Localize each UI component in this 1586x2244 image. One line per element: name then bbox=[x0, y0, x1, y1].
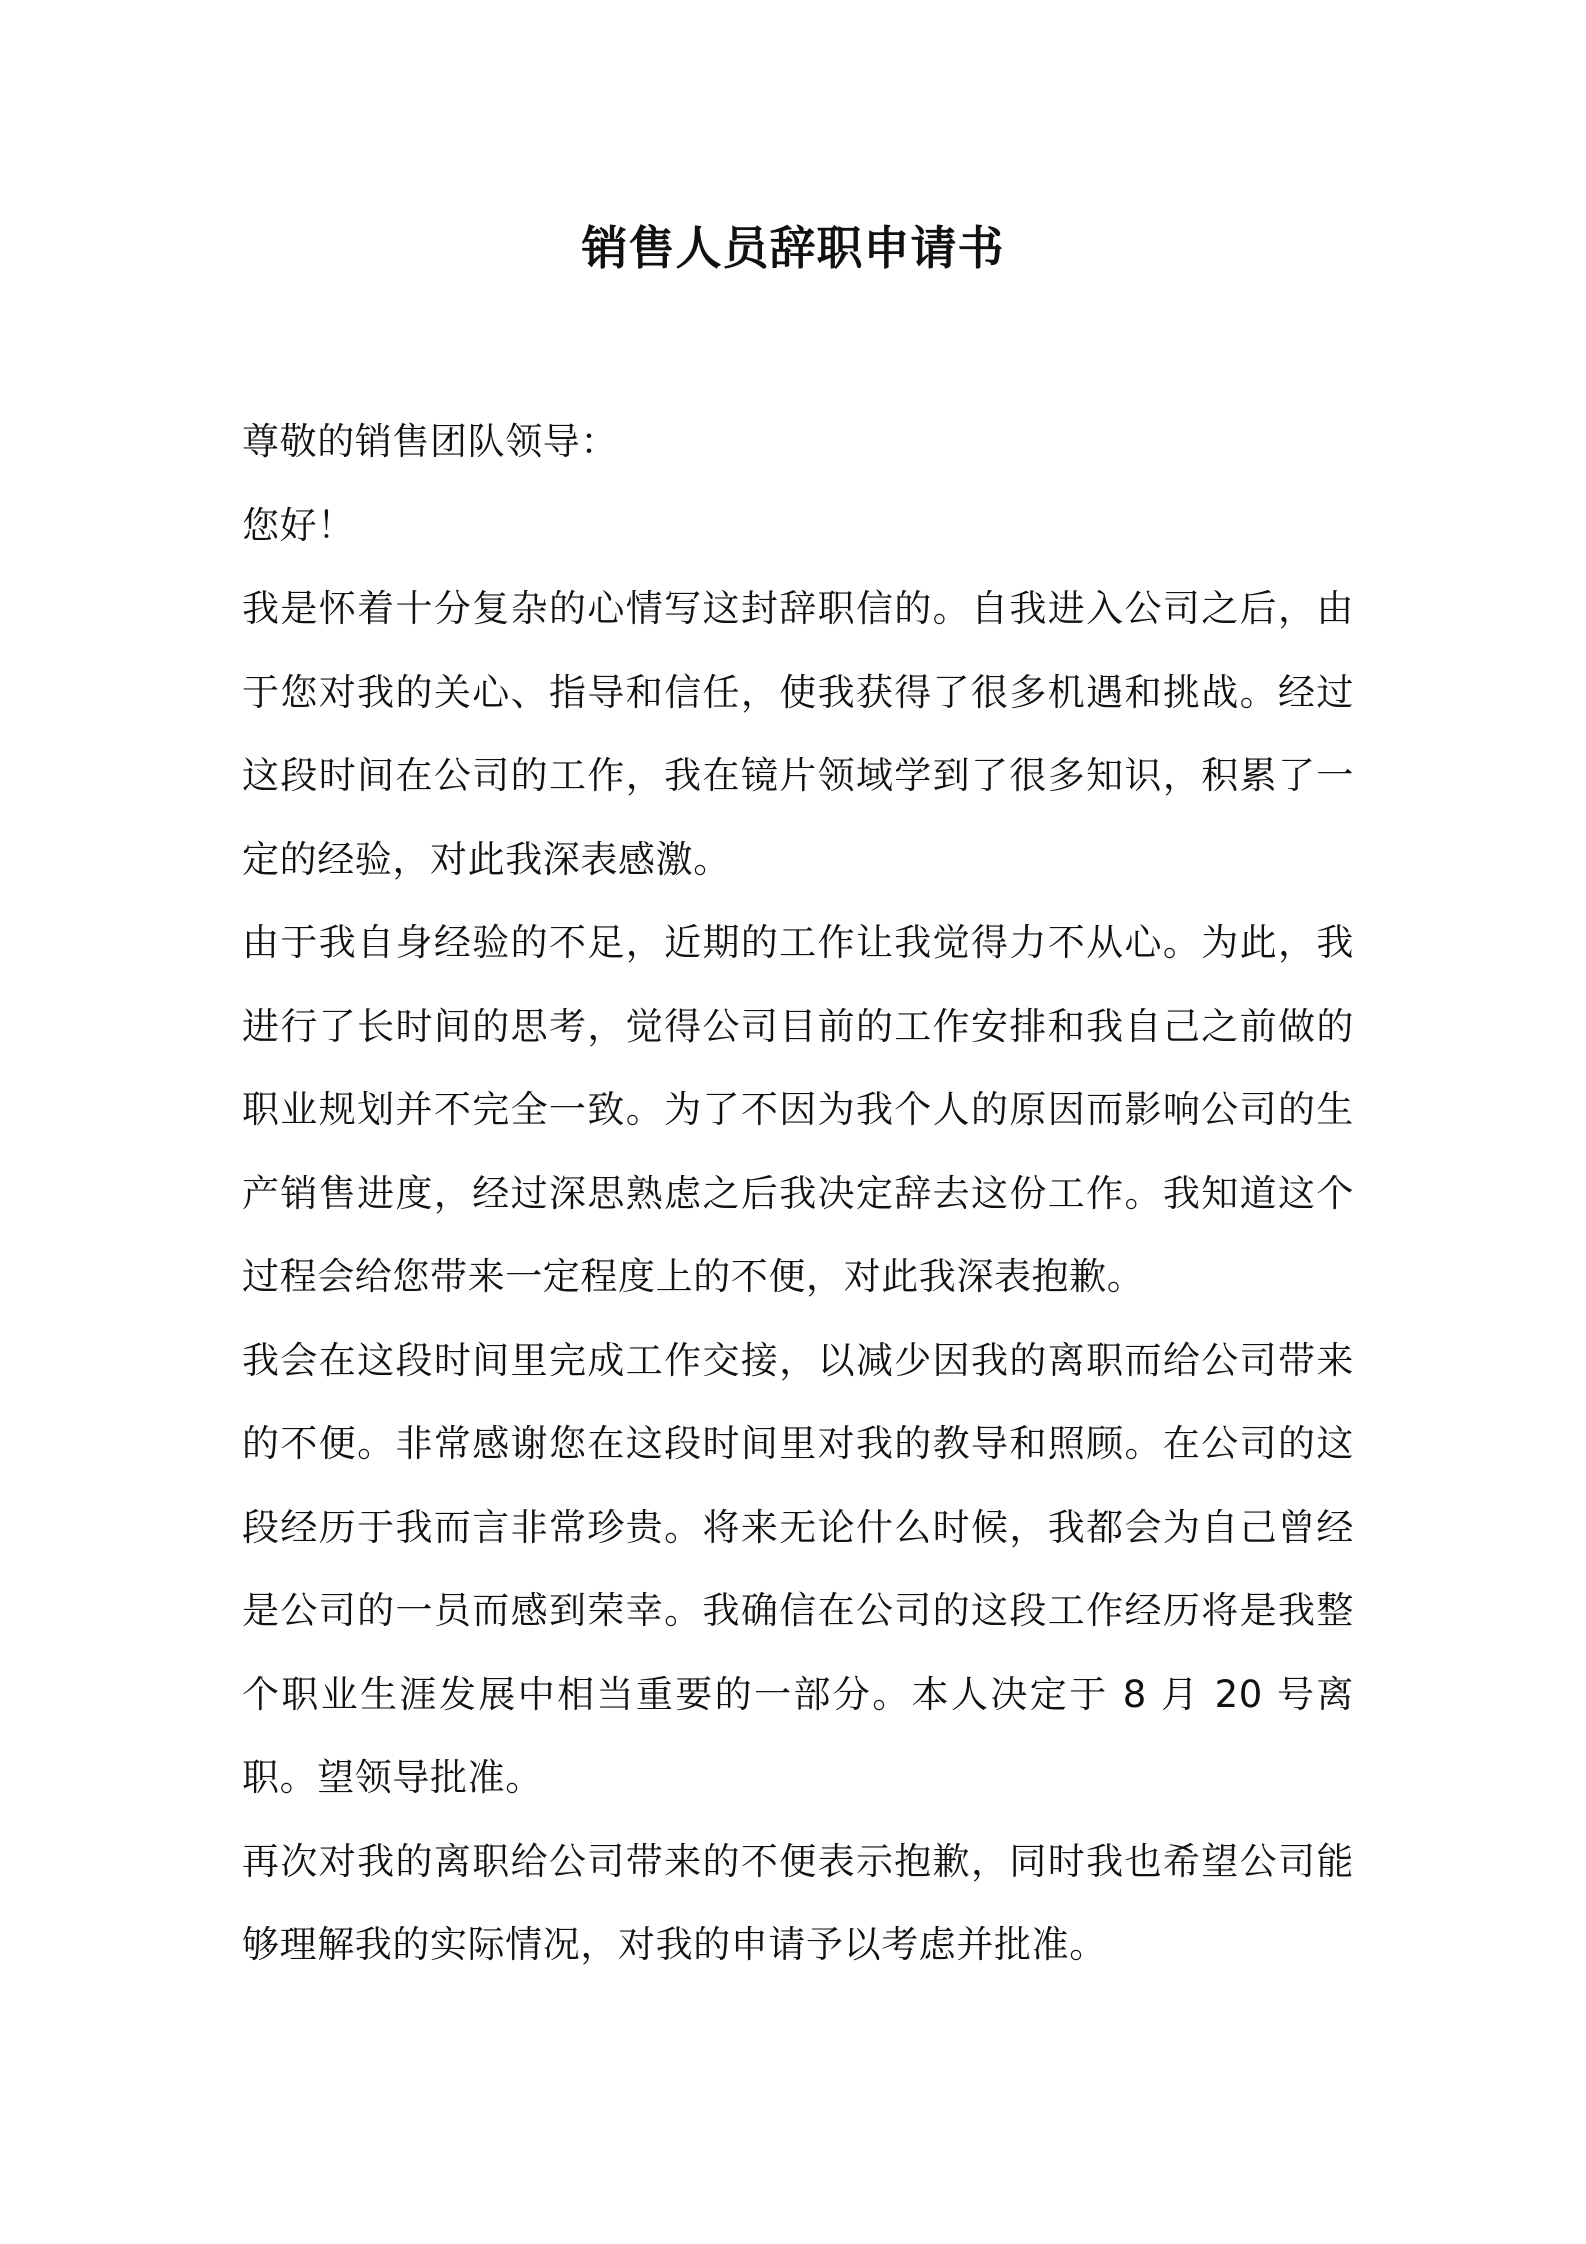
paragraph-2: 由于我自身经验的不足，近期的工作让我觉得力不从心。为此，我进行了长时间的思考，觉得公司目前的工作安排和我自己之前做的职业规划并不完全一致。为了不因为我个人的原因而影响公司的生产销售进度，经过深思熟虑之后我决定辞去这份工作。我知道这个过程会给您带来一定程度上的不便，对此我深表抱歉。 bbox=[242, 921, 1354, 1298]
salutation: 尊敬的销售团队领导： bbox=[242, 420, 618, 463]
letter-body bbox=[242, 400, 1354, 1987]
document-title: 销售人员辞职申请书 bbox=[581, 221, 1005, 275]
paragraph-4: 再次对我的离职给公司带来的不便表示抱歉，同时我也希望公司能够理解我的实际情况，对我的申请予以考虑并批准。 bbox=[242, 1839, 1354, 1966]
greeting: 您好！ bbox=[242, 503, 355, 547]
paragraph-1: 我是怀着十分复杂的心情写这封辞职信的。自我进入公司之后，由于您对我的关心、指导和信任，使我获得了很多机遇和挑战。经过这段时间在公司的工作，我在镜片领域学到了很多知识，积累了一定的经验，对此我深表感激。 bbox=[242, 587, 1354, 881]
paragraph-3: 我会在这段时间里完成工作交接，以减少因我的离职而给公司带来的不便。非常感谢您在这段时间里对我的教导和照顾。在公司的这段经历于我而言非常珍贵。将来无论什么时候，我都会为自己曾经是公司的一员而感到荣幸。我确信在公司的这段工作经历将是我整个职业生涯发展中相当重要的一部分。本人决定于 8 月 20 号离职。望领导批准。 bbox=[242, 1338, 1354, 1799]
